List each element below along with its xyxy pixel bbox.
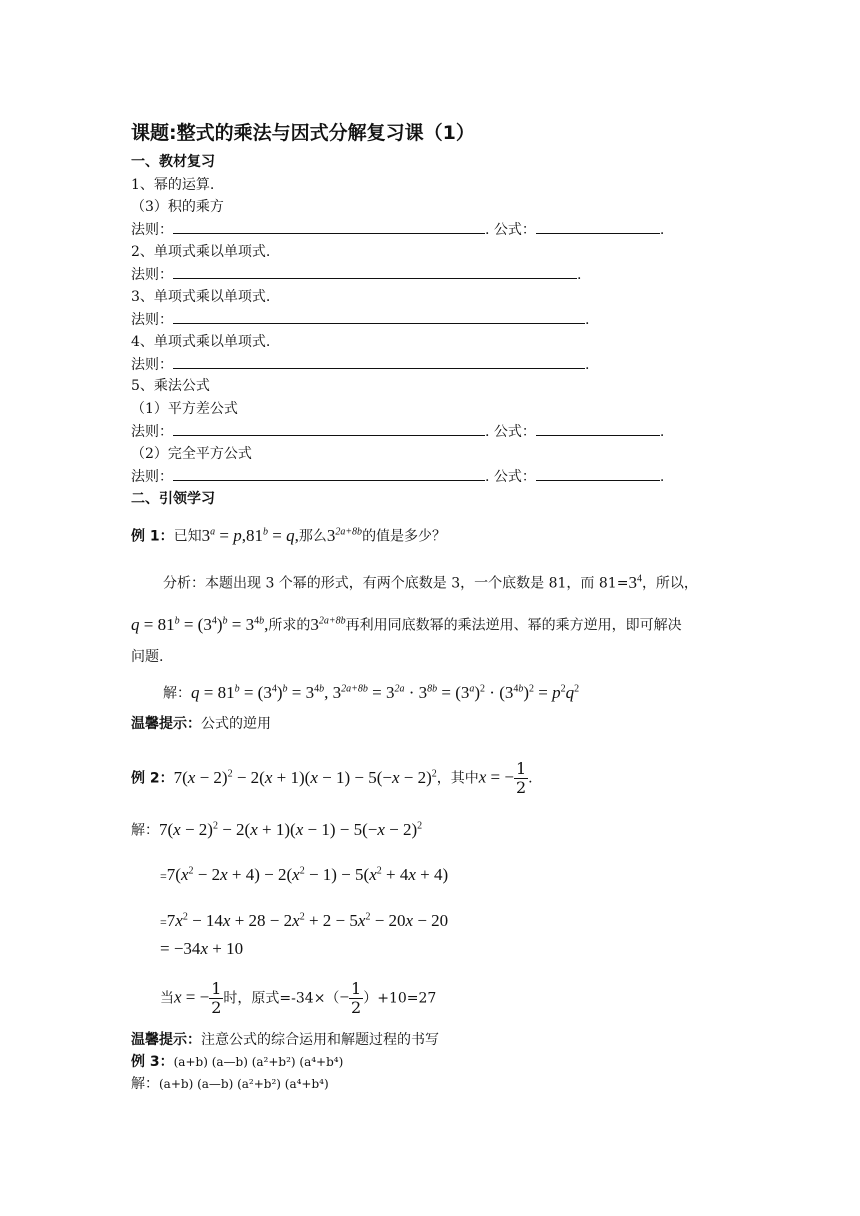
example-3: [131, 1053, 343, 1071]
item-difference-of-squares: （1）平方差公式: [131, 401, 238, 417]
fraction-one-half: $\frac{1}{2}$: [351, 979, 362, 1017]
item-multiplication-formulas: 5、乘法公式: [131, 378, 210, 394]
example-1-solution: 解：$q = 81^b = (3^4)^b = 3^{4b}$, $3^{2a+8b} = 3^{2a} \cdot 3^{8b} = (3^a)^2 \cdot (3^{4b})^2 = p^2q^2$: [163, 682, 580, 702]
item-monomial-1: 2、单项式乘以单项式.: [131, 244, 271, 260]
rule-blank[interactable]: [173, 310, 585, 324]
example-label: 例 3：: [131, 1054, 174, 1070]
example-2-solution-line-4: [160, 940, 243, 959]
example-1: 例 1：已知$3^a = p,81^b = q$,那么$3^{2a+8b}$的值是多少？: [131, 525, 447, 545]
rule-blank[interactable]: [173, 265, 577, 279]
example-2-solution-line-2: [160, 862, 448, 885]
page-title: 课题:整式的乘法与因式分解复习课（1）: [131, 122, 475, 144]
example-label: 例 1：: [131, 528, 174, 545]
item-monomial-3: 4、单项式乘以单项式.: [131, 334, 271, 350]
rule-line-5: 法则： . 公式： .: [131, 424, 665, 440]
tip-label: 温馨提示：: [131, 716, 201, 732]
rule-line-2: 法则： .: [131, 267, 582, 283]
rule-line-6: 法则： . 公式： .: [131, 469, 665, 485]
example-2: 例 2：$7(x - 2)^2 - 2(x + 1)(x - 1) - 5(-x - 2)^2$，其中x = − $\frac{1}{2}$ .: [131, 759, 533, 797]
tip-1: 温馨提示：公式的逆用: [131, 716, 271, 732]
math-expression: $q = 81^b = (3^4)^b = 3^{4b}$,: [131, 614, 269, 634]
rule-line-4: 法则： .: [131, 357, 590, 373]
math-expression: (a+b) (a—b) (a²+b²) (a⁴+b⁴): [173, 1055, 344, 1069]
example-2-solution-line-1: 解：$7(x - 2)^2 - 2(x + 1)(x - 1) - 5(-x - 2)^2$: [131, 819, 423, 839]
rule-blank[interactable]: [173, 422, 485, 436]
example-label: 例 2：: [131, 770, 174, 787]
formula-blank[interactable]: [536, 467, 660, 481]
tip-2: 温馨提示：注意公式的综合运用和解题过程的书写: [131, 1032, 439, 1048]
item-power-operations: 1、幂的运算.: [131, 177, 215, 193]
rule-line-1: 法则： . 公式： .: [131, 222, 665, 238]
math-expression: $3^a = p,81^b = q$,: [201, 525, 299, 545]
example-3-solution: 解：(a+b) (a—b) (a²+b²) (a⁴+b⁴): [131, 1076, 329, 1092]
rule-blank[interactable]: [173, 355, 585, 369]
rule-blank[interactable]: [173, 220, 485, 234]
analysis-line-2: $q = 81^b = (3^4)^b = 3^{4b}$,所求的$3^{2a+8b}$再利用同底数幂的乘法逆用、幂的乘方逆用，即可解决: [131, 614, 682, 634]
fraction-one-half: $\frac{1}{2}$: [515, 759, 527, 797]
formula-label: . 公式：: [485, 222, 536, 238]
section-heading-review: 一、教材复习: [131, 154, 215, 170]
math-expression: $7(x - 2)^2 - 2(x + 1)(x - 1) - 5(-x - 2)^2$: [159, 819, 423, 839]
math-expression: = −34x + 10: [160, 939, 244, 958]
analysis-line-3: 问题.: [131, 649, 164, 665]
analysis-line-1: 分析：本题出现 3 个幂的形式，有两个底数是 3，一个底数是 81，而 $81=3^4$，所以，: [163, 572, 698, 592]
math-expression: $q = 81^b = (3^4)^b = 3^{4b}$, $3^{2a+8b} = 3^{2a} \cdot 3^{8b} = (3^a)^2 \cdot (3^{4b})^2 = p^2q^2$: [191, 682, 580, 702]
math-expression: $=7(x^2 - 2x + 4) - 2(x^2 - 1) - 5(x^2 + 4x + 4)$: [160, 864, 449, 884]
rule-line-3: 法则： .: [131, 312, 590, 328]
example-2-solution-line-3: [160, 908, 448, 931]
tip-label: 温馨提示：: [131, 1032, 201, 1048]
rule-blank[interactable]: [173, 467, 485, 481]
fraction-one-half: $\frac{1}{2}$: [211, 979, 222, 1017]
formula-blank[interactable]: [536, 422, 660, 436]
item-monomial-2: 3、单项式乘以单项式.: [131, 289, 271, 305]
example-2-evaluation: 当x = − $\frac{1}{2}$ 时，原式=-34×（− $\frac{1}{2}$ ）+10=27: [160, 979, 437, 1017]
item-product-power: （3）积的乘方: [131, 199, 224, 215]
math-expression: $=7x^2 - 14x + 28 - 2x^2 + 2 - 5x^2 - 20x - 20$: [160, 910, 449, 930]
section-heading-guided: 二、引领学习: [131, 491, 215, 507]
math-expression: $7(x - 2)^2 - 2(x + 1)(x - 1) - 5(-x - 2)^2$: [173, 767, 437, 787]
item-perfect-square: （2）完全平方公式: [131, 446, 252, 462]
math-expression: (a+b) (a—b) (a²+b²) (a⁴+b⁴): [159, 1077, 329, 1091]
formula-blank[interactable]: [536, 220, 660, 234]
rule-label: 法则：: [131, 222, 173, 238]
